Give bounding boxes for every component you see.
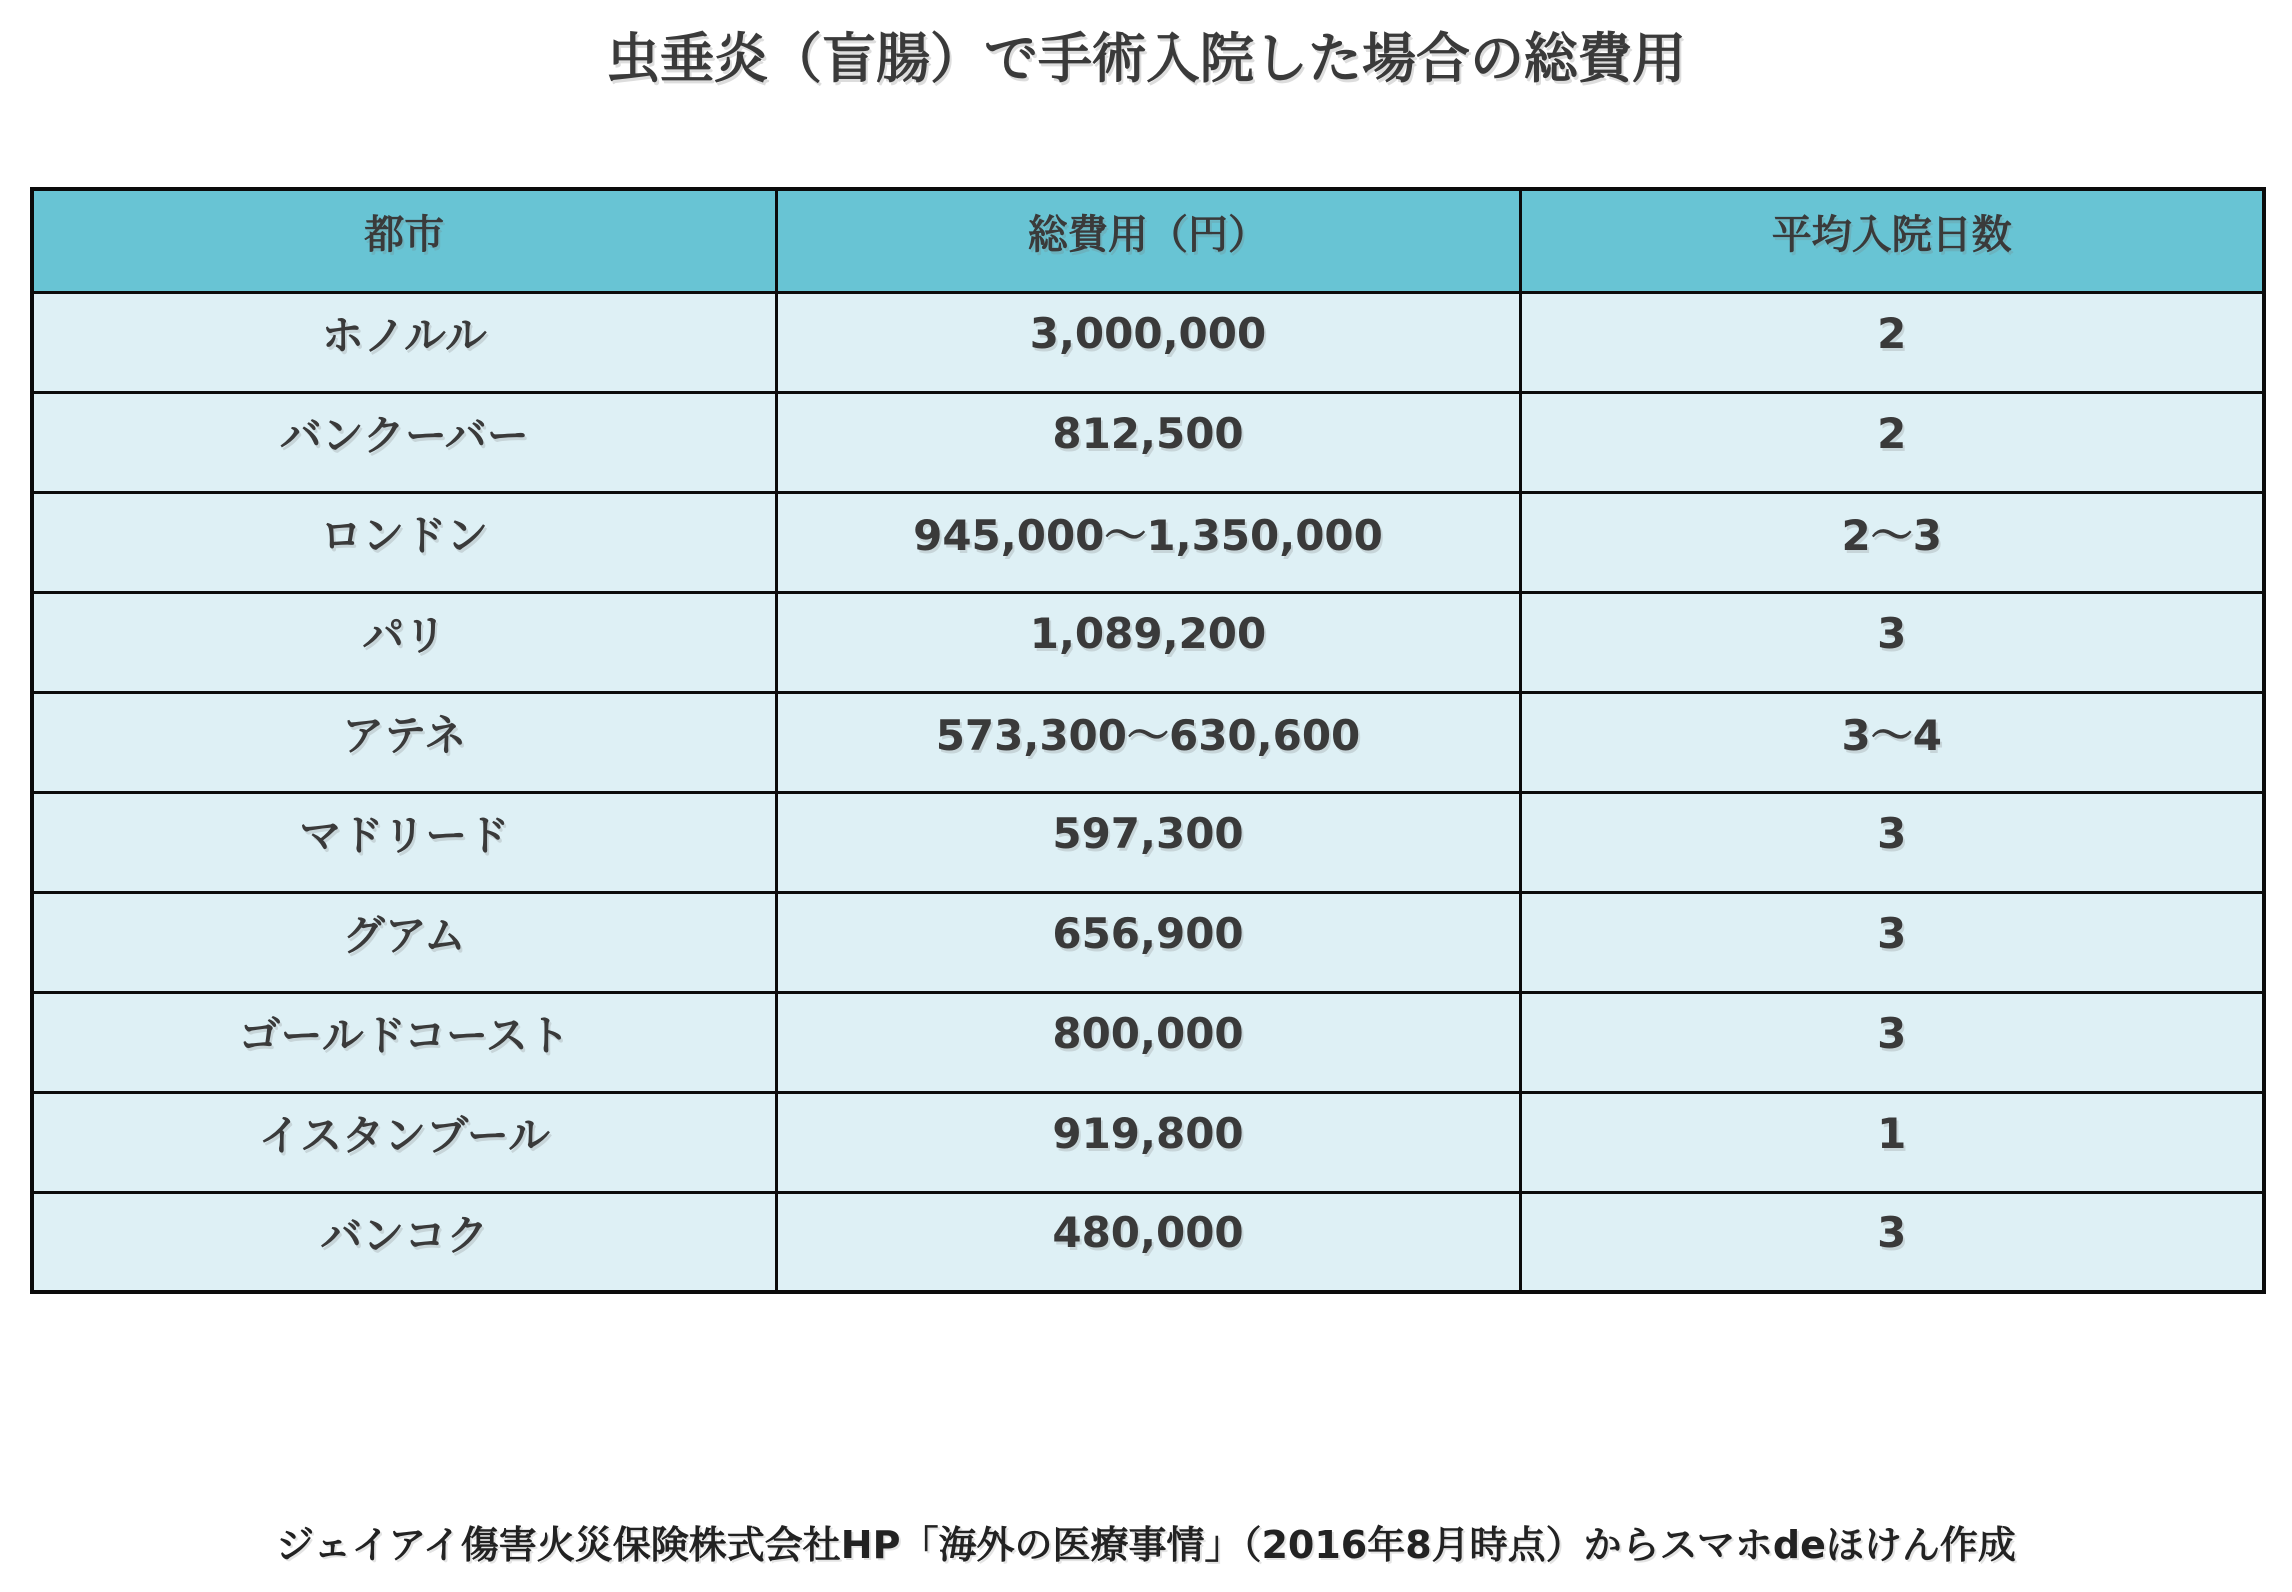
days-cell: 3〜4 (1520, 692, 2264, 792)
page-title: 虫垂炎（盲腸）で手術入院した場合の総費用 (606, 27, 1686, 90)
table-row (32, 292, 2264, 392)
table-row (32, 592, 2264, 692)
city-cell: パリ (32, 592, 776, 692)
table-body (32, 292, 2264, 1292)
cost-cell: 480,000 (776, 1192, 1520, 1292)
days-cell: 2 (1520, 392, 2264, 492)
source-note: ジェイアイ傷害火災保険株式会社HP「海外の医療事情」（2016年8月時点）からスマホdeほけん作成 (276, 1523, 2016, 1567)
city-cell: バンクーバー (32, 392, 776, 492)
days-cell: 3 (1520, 992, 2264, 1092)
days-cell: 3 (1520, 892, 2264, 992)
days-cell: 3 (1520, 592, 2264, 692)
table-header (32, 189, 2264, 292)
city-cell: イスタンブール (32, 1092, 776, 1192)
cost-cell: 1,089,200 (776, 592, 1520, 692)
days-cell: 3 (1520, 792, 2264, 892)
cost-cell: 597,300 (776, 792, 1520, 892)
header-row (32, 189, 2264, 292)
header-cell-city: 都市 (32, 189, 776, 292)
city-cell: グアム (32, 892, 776, 992)
cost-cell: 812,500 (776, 392, 1520, 492)
cost-cell: 800,000 (776, 992, 1520, 1092)
table-row (32, 692, 2264, 792)
city-cell: ロンドン (32, 492, 776, 592)
cost-cell: 919,800 (776, 1092, 1520, 1192)
table-row (32, 492, 2264, 592)
table-row (32, 392, 2264, 492)
days-cell: 1 (1520, 1092, 2264, 1192)
city-cell: ゴールドコースト (32, 992, 776, 1092)
city-cell: マドリード (32, 792, 776, 892)
cost-cell: 3,000,000 (776, 292, 1520, 392)
table-row (32, 892, 2264, 992)
days-cell: 2 (1520, 292, 2264, 392)
city-cell: アテネ (32, 692, 776, 792)
days-cell: 2〜3 (1520, 492, 2264, 592)
cost-cell: 656,900 (776, 892, 1520, 992)
header-cell-cost: 総費用（円） (776, 189, 1520, 292)
table-row (32, 1192, 2264, 1292)
table-row (32, 1092, 2264, 1192)
city-cell: バンコク (32, 1192, 776, 1292)
cost-cell: 945,000〜1,350,000 (776, 492, 1520, 592)
header-cell-days: 平均入院日数 (1520, 189, 2264, 292)
table-row (32, 992, 2264, 1092)
cost-cell: 573,300〜630,600 (776, 692, 1520, 792)
days-cell: 3 (1520, 1192, 2264, 1292)
cost-table (30, 187, 2266, 1294)
city-cell: ホノルル (32, 292, 776, 392)
table-row (32, 792, 2264, 892)
